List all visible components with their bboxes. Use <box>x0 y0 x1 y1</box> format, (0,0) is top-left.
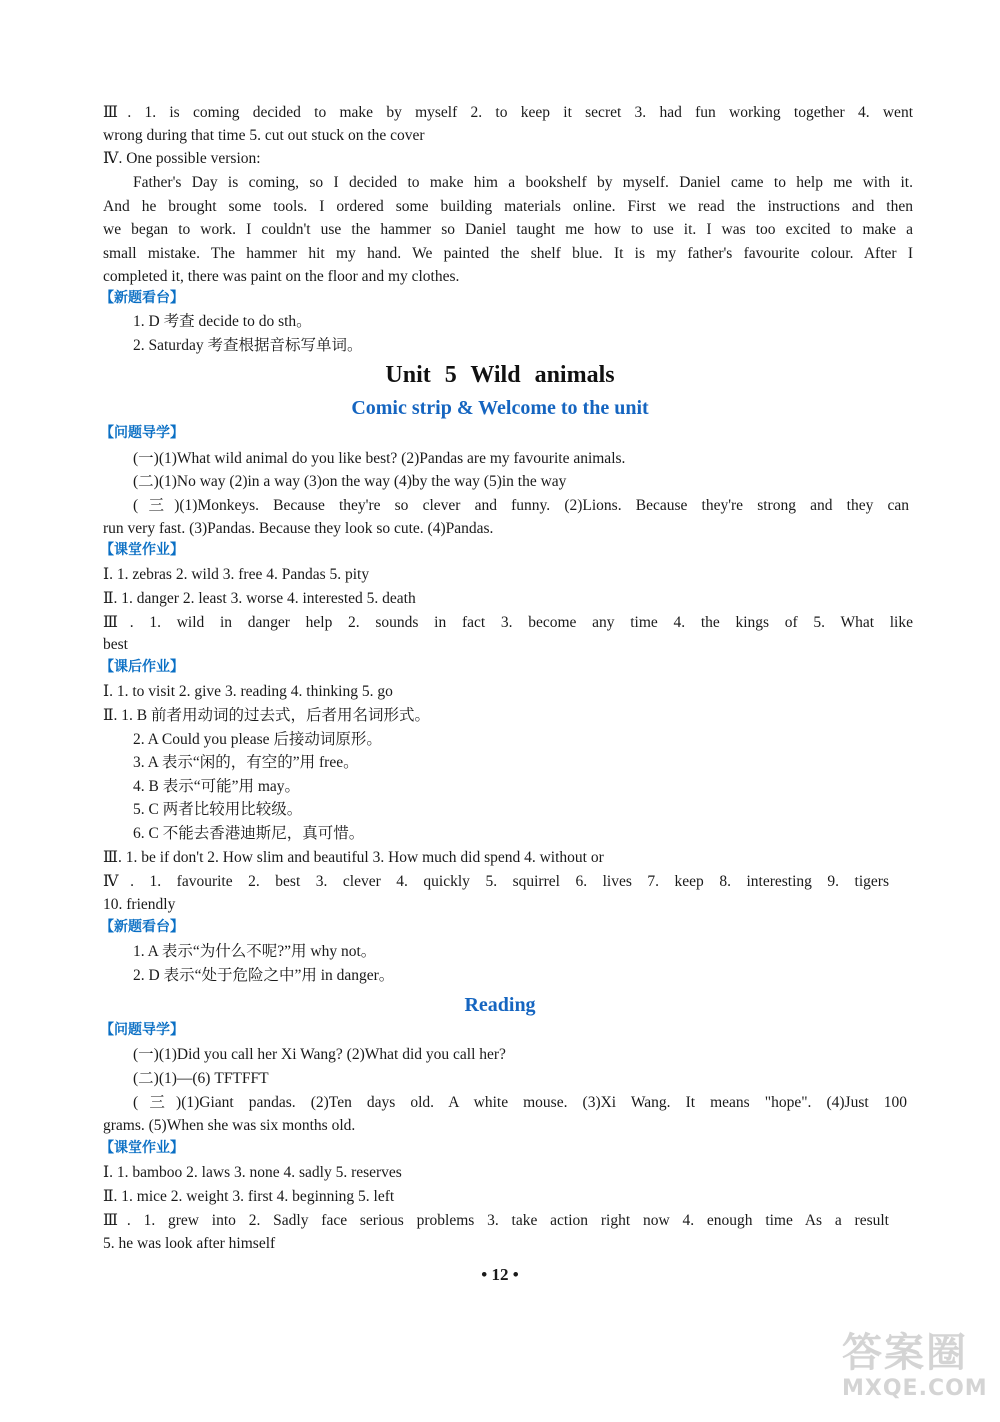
answer-line: (一)(1)What wild animal do you like best? (2)Pandas are my favourite animals. <box>133 450 626 467</box>
answer-line: Ⅰ. 1. zebras 2. wild 3. free 4. Pandas 5. pity <box>103 566 370 583</box>
page-number: • 12 • <box>481 1265 519 1284</box>
answer-line: Ⅲ. 1. grew into 2. Sadly face serious problems 3. take action right now 4. enough time As a result <box>103 1212 889 1229</box>
answer-line: run very fast. (3)Pandas. Because they look so cute. (4)Pandas. <box>103 520 494 537</box>
answer-line: 3. A 表示“闲的，有空的”用 free。 <box>133 754 359 771</box>
watermark-logo <box>842 1330 992 1416</box>
answer-line: Ⅲ. 1. is coming decided to make by myself 2. to keep it secret 3. had fun working together 4. went <box>103 104 913 121</box>
answer-line: (二)(1)No way (2)in a way (3)on the way (4)by the way (5)in the way <box>133 473 567 490</box>
answer-line: (三)(1)Monkeys. Because they're so clever and funny. (2)Lions. Because they're strong and they can <box>133 497 909 514</box>
essay-line: And he brought some tools. I ordered some building materials online. First we read the instructions and then <box>103 198 913 215</box>
watermark-logo-text: 答案圈 <box>842 1330 968 1376</box>
answer-line: Ⅲ. 1. wild in danger help 2. sounds in fact 3. become any time 4. the kings of 5. What like <box>103 614 913 631</box>
section-tag-new-questions: 【新题看台】 <box>100 290 184 306</box>
answer-line: 5. he was look after himself <box>103 1235 276 1252</box>
answer-line: (三)(1)Giant pandas. (2)Ten days old. A white mouse. (3)Xi Wang. It means "hope". (4)Just 100 <box>133 1094 907 1111</box>
section-title-reading: Reading <box>464 994 536 1016</box>
answer-line: 4. B 表示“可能”用 may。 <box>133 778 301 795</box>
answer-line: 1. A 表示“为什么不呢?”用 why not。 <box>133 943 377 960</box>
section-tag-question-guide: 【问题导学】 <box>100 425 184 441</box>
answer-line: Ⅰ. 1. to visit 2. give 3. reading 4. thinking 5. go <box>103 683 393 700</box>
section-tag-question-guide: 【问题导学】 <box>100 1022 184 1038</box>
answer-line: 2. A Could you please 后接动词原形。 <box>133 731 382 748</box>
answer-line: 1. D 考查 decide to do sth。 <box>133 313 312 330</box>
answer-line: Ⅳ. One possible version: <box>103 150 261 167</box>
unit-title: Unit 5 Wild animals <box>385 362 615 388</box>
section-title-comic: Comic strip & Welcome to the unit <box>351 397 649 419</box>
answer-line: 6. C 不能去香港迪斯尼，真可惜。 <box>133 825 365 842</box>
answer-line: best <box>103 636 128 653</box>
answer-line: 5. C 两者比较用比较级。 <box>133 801 303 818</box>
answer-line: Ⅲ. 1. be if don't 2. How slim and beautiful 3. How much did spend 4. without or <box>103 849 604 866</box>
essay-line: completed it, there was paint on the floor and my clothes. <box>103 268 460 285</box>
answer-line: Ⅱ. 1. B 前者用动词的过去式，后者用名词形式。 <box>103 707 430 724</box>
answer-line: wrong during that time 5. cut out stuck on the cover <box>103 127 425 144</box>
essay-line: Father's Day is coming, so I decided to make him a bookshelf by myself. Daniel came to help me with it. <box>133 174 913 191</box>
essay-line: small mistake. The hammer hit my hand. We painted the shelf blue. It is my father's favourite colour. After I <box>103 245 913 262</box>
section-tag-homework: 【课后作业】 <box>100 659 184 675</box>
section-tag-class-work: 【课堂作业】 <box>100 542 184 558</box>
answer-line: Ⅱ. 1. danger 2. least 3. worse 4. interested 5. death <box>103 590 416 607</box>
answer-line: 2. D 表示“处于危险之中”用 in danger。 <box>133 967 395 984</box>
section-tag-class-work: 【课堂作业】 <box>100 1140 184 1156</box>
answer-line: grams. (5)When she was six months old. <box>103 1117 356 1134</box>
essay-line: we began to work. I couldn't use the hammer so Daniel taught me how to use it. I was too excited to make a <box>103 221 913 238</box>
section-tag-new-questions: 【新题看台】 <box>100 919 184 935</box>
answer-line: (一)(1)Did you call her Xi Wang? (2)What did you call her? <box>133 1046 506 1063</box>
answer-line: Ⅰ. 1. bamboo 2. laws 3. none 4. sadly 5. reserves <box>103 1164 402 1181</box>
answer-line: Ⅱ. 1. mice 2. weight 3. first 4. beginning 5. left <box>103 1188 395 1205</box>
answer-line: 2. Saturday 考查根据音标写单词。 <box>133 337 363 354</box>
answer-line: 10. friendly <box>103 896 176 913</box>
watermark-url: MXQE.COM <box>842 1376 988 1401</box>
answer-line: Ⅳ. 1. favourite 2. best 3. clever 4. quickly 5. squirrel 6. lives 7. keep 8. interesting 9. tigers <box>103 873 889 890</box>
answer-line: (二)(1)—(6) TFTFFT <box>133 1070 269 1087</box>
